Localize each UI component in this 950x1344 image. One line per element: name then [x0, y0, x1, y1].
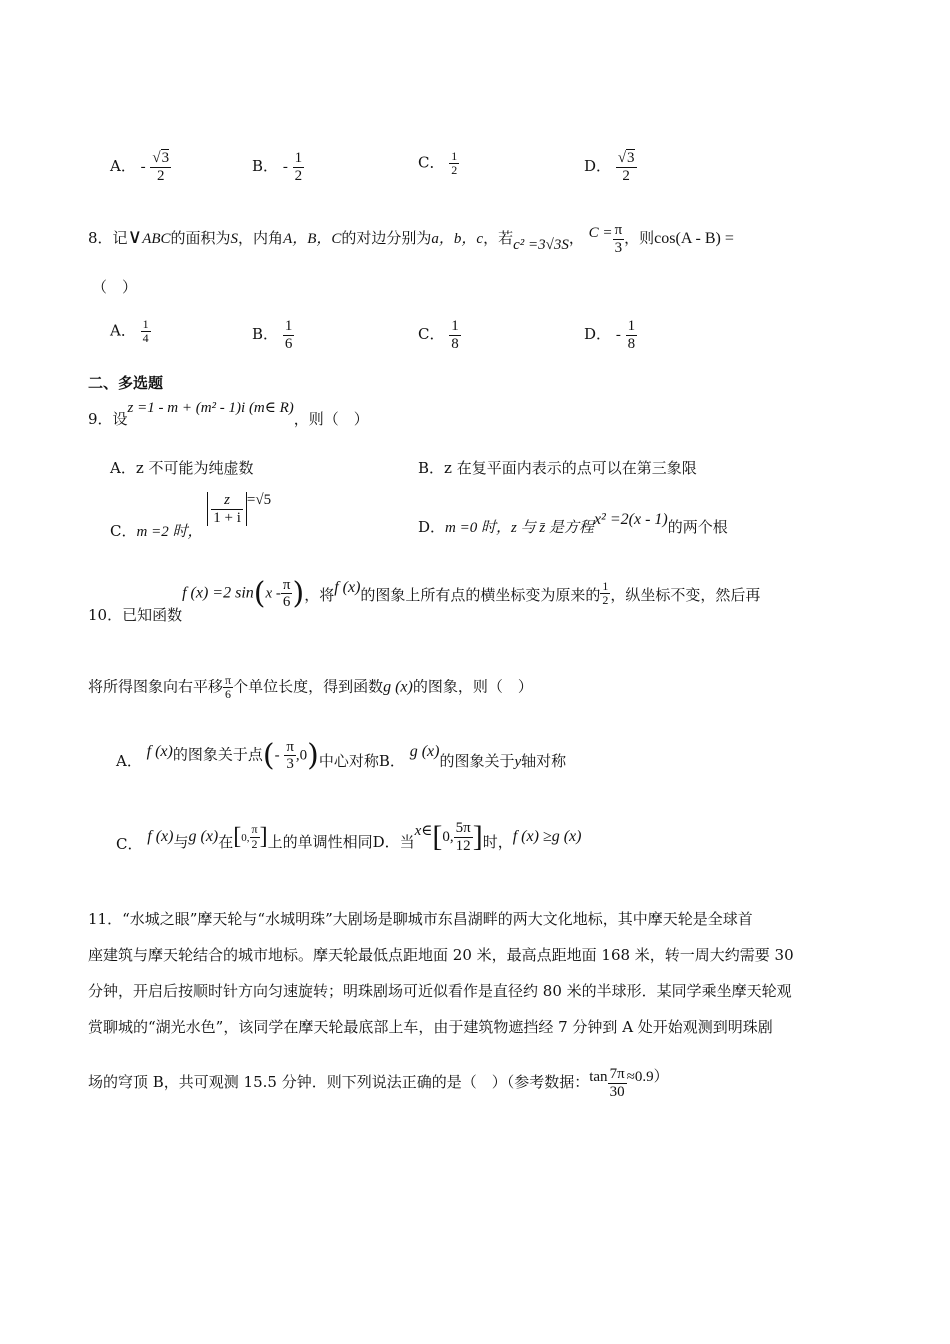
function-name: g (x)	[409, 742, 440, 760]
numerator: π	[251, 822, 258, 837]
right-bracket: ]	[259, 823, 268, 850]
option-label: A．	[110, 321, 136, 340]
minus-sign: -	[615, 327, 621, 343]
denominator: 1 + i	[213, 509, 241, 526]
fraction	[293, 150, 305, 184]
approx-value: ≈0.9）	[626, 1069, 669, 1085]
option-text: 的两个根	[667, 518, 728, 536]
option-text: 与	[173, 833, 189, 851]
q11-line-2: 座建筑与摩天轮结合的城市地标。摩天轮最低点距地面 20 米，最高点距地面 168 米，转一周大约需要 30	[88, 946, 794, 964]
option-text: z 与 z̄ 是方程	[511, 520, 594, 536]
q9-option-d	[418, 508, 728, 536]
fraction	[449, 318, 461, 352]
stem-text: ，则（ ）	[293, 410, 369, 428]
numerator: 1	[451, 318, 459, 334]
q8-option-c	[418, 318, 461, 352]
interval-lower: 0,	[442, 829, 454, 845]
fraction	[211, 492, 243, 526]
q11-line-4: 赏聊城的“湖光水色”，该同学在摩天轮最底部上车，由于建筑物遮挡经 7 分钟到 A 处开始观测到明珠剧	[88, 1018, 773, 1036]
stem-text: 场的穹顶 B，共可观测 15.5 分钟．则下列说法正确的是（ ）（参考数据：	[88, 1073, 590, 1091]
axis-name: y	[514, 753, 522, 770]
fraction	[608, 1066, 627, 1100]
q9-option-a: A．z 不可能为纯虚数	[110, 459, 254, 477]
q8-option-b	[252, 318, 294, 352]
fraction-pi-over-6	[223, 674, 233, 701]
complex-number-formula: z =1 - m + (m² - 1)i (m∈ R)	[127, 400, 294, 416]
function-name: f (x)	[146, 742, 173, 760]
condition: m =2 时，	[136, 524, 203, 541]
point-coordinate: ,0	[295, 747, 308, 764]
denominator: 8	[627, 335, 636, 352]
denominator: 2	[451, 163, 458, 178]
numerator: 1	[602, 578, 609, 593]
option-label: D．	[584, 325, 612, 343]
fraction-pi-over-3	[613, 222, 625, 256]
numerator: z	[224, 492, 230, 508]
stem-text: ，将	[304, 585, 335, 604]
q8-option-d	[584, 318, 637, 352]
stem-text: 个单位长度，得到函数	[233, 677, 384, 696]
q11-line-5	[88, 1066, 669, 1100]
stem-text: 的对边分别为	[341, 229, 432, 247]
q7-option-a	[110, 150, 171, 184]
option-label: C．	[110, 522, 137, 541]
denominator: 6	[223, 687, 233, 701]
stem-text: ，则	[624, 229, 655, 247]
tan-function: tan	[589, 1069, 608, 1085]
option-text: 的图象关于点	[172, 745, 263, 764]
option-label: C．	[418, 325, 445, 343]
q8-option-a	[110, 318, 151, 345]
fraction: $\frac{√3}{2}$	[152, 150, 170, 184]
equation: x² =2(x - 1)	[593, 511, 668, 528]
numerator: π	[614, 222, 623, 238]
fraction	[626, 318, 638, 352]
question-8-stem	[88, 222, 734, 256]
stem-text: ，内角	[238, 229, 284, 247]
argument: x -	[265, 585, 281, 602]
question-10-stem-line1	[88, 576, 761, 624]
numerator: 3	[627, 150, 635, 166]
fraction-pi-over-6	[281, 577, 293, 611]
denominator: 6	[284, 335, 293, 352]
numerator: π	[282, 576, 291, 593]
numerator: 3	[161, 150, 170, 166]
fraction	[141, 318, 151, 345]
right-bracket: ]	[472, 820, 483, 853]
option-label: D．	[418, 518, 446, 536]
fraction	[449, 150, 459, 177]
option-text: 的图象关于	[439, 751, 515, 770]
stem-text: ，若	[483, 229, 514, 247]
answer-blank: （ ）	[92, 278, 138, 296]
numerator: 1	[451, 149, 458, 163]
numerator: π	[225, 673, 232, 687]
question-number: 8．记	[88, 229, 128, 247]
option-text: 轴对称	[521, 751, 567, 770]
denominator: 30	[608, 1083, 627, 1101]
right-paren: )	[292, 576, 305, 611]
target-expression: cos(A - B) =	[654, 230, 734, 247]
interval-lower: 0,	[241, 832, 250, 844]
q7-option-c	[418, 150, 459, 177]
stem-text: ，	[568, 229, 584, 247]
stem-text: 的图象，则（ ）	[412, 677, 533, 696]
q7-option-b	[252, 150, 304, 184]
question-number: 9．设	[88, 410, 128, 428]
denominator: 8	[451, 335, 459, 352]
option-label: C．	[116, 835, 143, 853]
question-10-stem-line2	[88, 674, 533, 701]
numerator: 1	[142, 317, 149, 331]
triangle-name: ABC	[142, 231, 171, 247]
left-bracket: [	[233, 823, 242, 850]
denominator: 3	[284, 755, 296, 773]
option-text: 时，	[482, 833, 513, 851]
angle-condition: C =	[588, 225, 613, 241]
section-heading: 二、多选题	[88, 374, 164, 392]
denominator: 4	[142, 331, 149, 346]
option-label: B．	[252, 157, 279, 175]
inequality: f (x) ≥g (x)	[512, 828, 582, 845]
condition-formula: c² =3√3S	[513, 237, 569, 253]
q11-line-1: 11．“水城之眼”摩天轮与“水城明珠”大剧场是聊城市东昌湖畔的两大文化地标，其中摩天轮是全球首	[88, 910, 753, 928]
function-name: f (x)	[334, 578, 361, 596]
denominator: 6	[281, 593, 293, 611]
numerator: 1	[627, 318, 636, 334]
option-label: B．	[378, 751, 405, 770]
option-label: B．	[252, 325, 279, 343]
function-name: f (x)	[147, 828, 174, 845]
option-label: A．	[110, 157, 136, 175]
fraction-one-half	[600, 580, 610, 607]
q9-option-b: B．z 在复平面内表示的点可以在第三象限	[418, 459, 697, 477]
denominator: 2	[602, 593, 609, 607]
stem-text: 的图象上所有点的横坐标变为原来的	[360, 585, 601, 604]
option-label: D．当	[372, 833, 415, 851]
fraction: $\frac{√3}{2}$	[617, 150, 635, 184]
numerator: 1	[294, 150, 303, 166]
numerator: π	[286, 738, 294, 755]
right-paren: )	[307, 738, 319, 773]
stem-text: 将所得图象向右平移	[88, 677, 224, 696]
modulus-expression	[207, 492, 247, 526]
option-text: 在	[218, 833, 234, 851]
denominator: 2	[616, 167, 637, 185]
fraction	[454, 820, 473, 854]
fraction	[284, 739, 296, 773]
q9-option-c	[110, 492, 272, 541]
question-9-stem	[88, 396, 369, 428]
denominator: 2	[250, 837, 260, 851]
minus-sign: -	[140, 159, 146, 175]
condition: m =0 时，	[445, 520, 511, 536]
function-name: g (x)	[188, 828, 219, 845]
q10-options-cd	[116, 820, 581, 854]
angles: A，B，C	[283, 231, 342, 247]
fraction	[250, 823, 260, 850]
denominator: 3	[613, 239, 625, 257]
triangle-symbol: ∨	[127, 226, 143, 248]
q10-options-ab	[116, 738, 566, 773]
left-paren: (	[262, 738, 275, 773]
function-definition: f (x) =2 sin	[182, 584, 254, 602]
modulus-value: =√5	[246, 492, 272, 509]
option-text: 上的单调性相同	[267, 833, 373, 851]
stem-text: 的面积为	[170, 229, 231, 247]
numerator: 7π	[609, 1066, 625, 1082]
numerator: 5π	[455, 820, 471, 836]
sides: a，b，c	[431, 231, 484, 247]
denominator: 2	[294, 167, 303, 184]
function-name: g (x)	[383, 678, 413, 696]
option-label: A．	[116, 751, 142, 770]
stem-text: ，纵坐标不变，然后再	[610, 585, 761, 604]
numerator: 1	[284, 318, 293, 334]
option-label: D．	[584, 157, 612, 175]
minus-sign: -	[274, 747, 280, 764]
area-symbol: S	[230, 231, 239, 247]
left-paren: (	[253, 576, 266, 611]
denominator: 2	[150, 167, 171, 185]
fraction	[283, 318, 295, 352]
q11-line-3: 分钟，开启后按顺时针方向匀速旋转；明珠剧场可近似看作是直径约 80 米的半球形．某同学乘坐摩天轮观	[88, 982, 792, 1000]
question-number: 10．已知函数	[88, 605, 183, 624]
option-label: C．	[418, 153, 445, 172]
left-bracket: [	[432, 820, 443, 853]
q7-option-d	[584, 150, 637, 184]
option-text: 中心对称	[318, 751, 379, 770]
minus-sign: -	[282, 159, 288, 175]
denominator: 12	[454, 837, 473, 855]
variable-membership: x∈	[414, 823, 433, 839]
